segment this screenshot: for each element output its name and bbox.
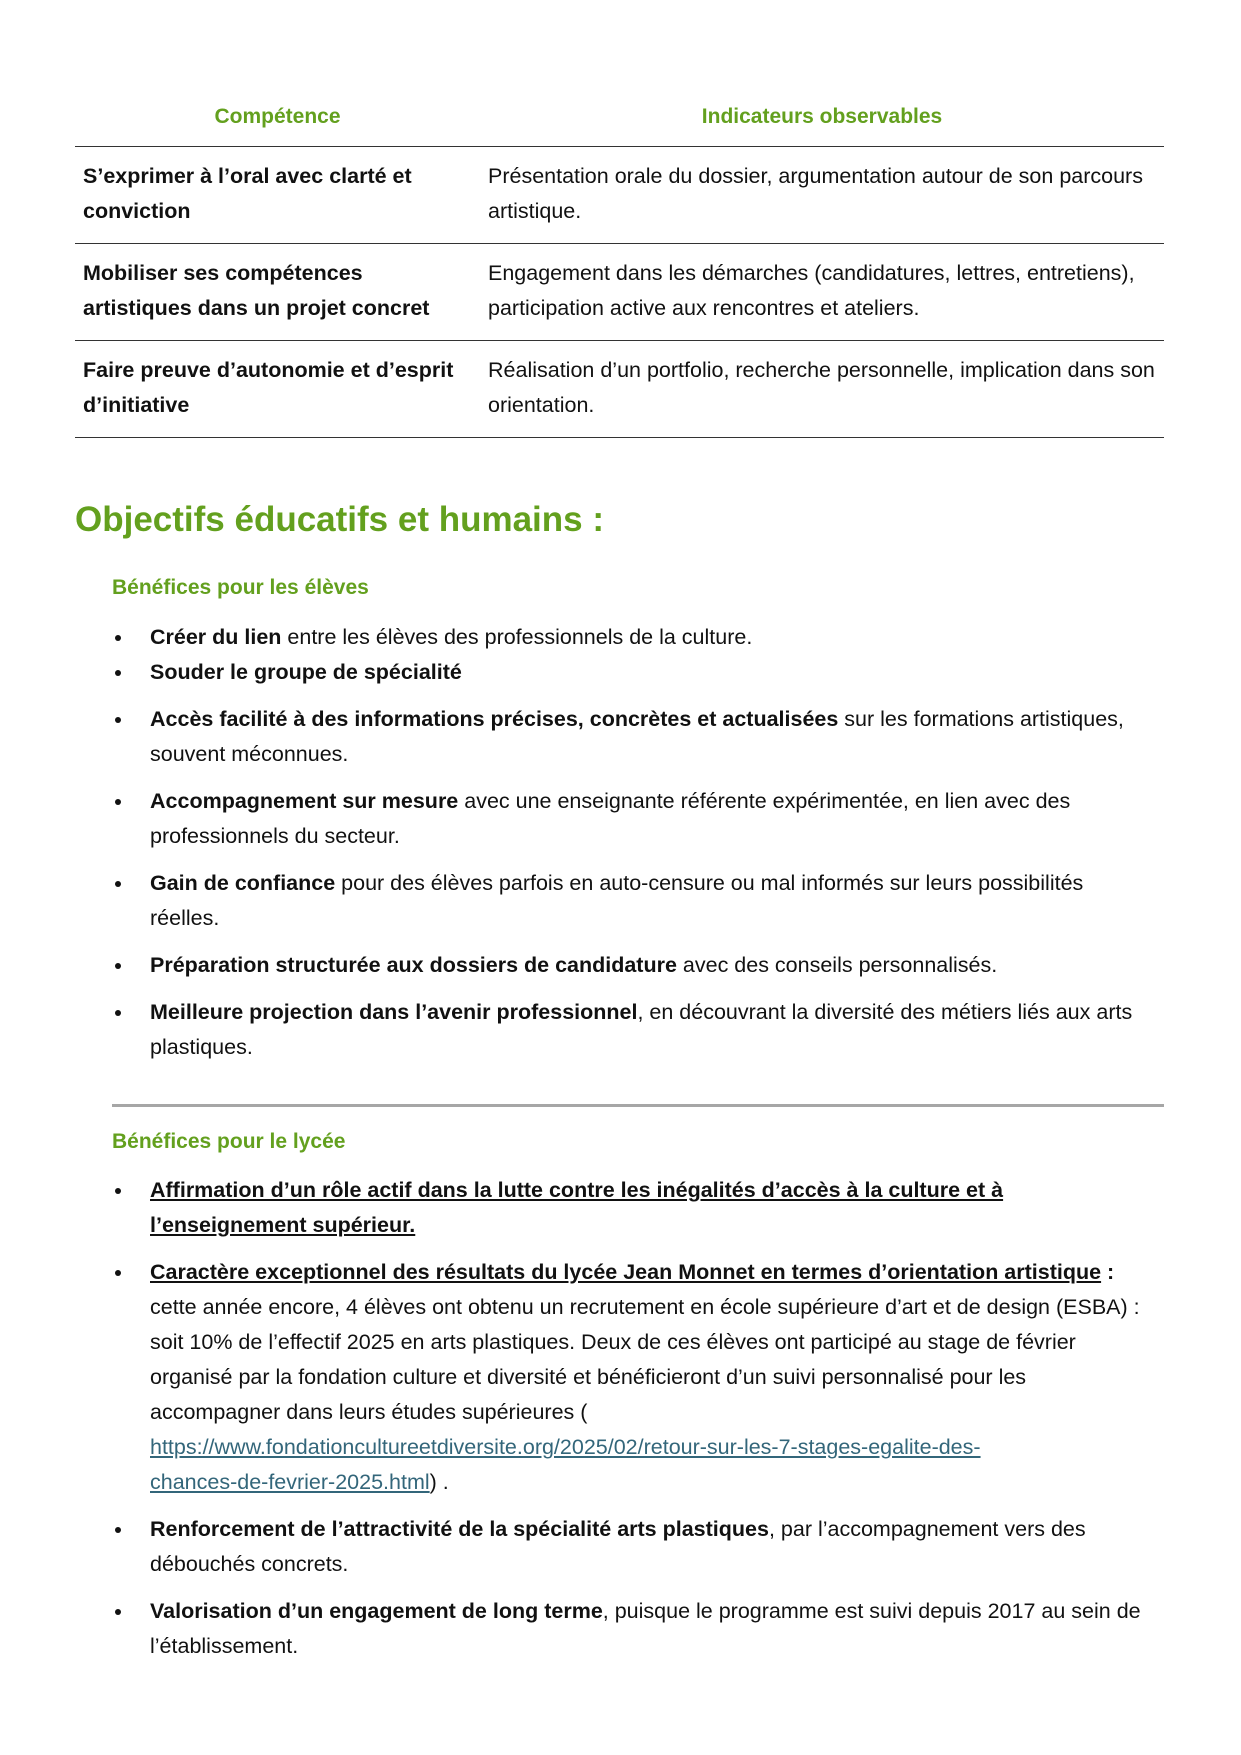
indicators-cell: Présentation orale du dossier, argumentation autour de son parcours artistique.	[480, 147, 1164, 244]
item-bold: Accompagnement sur mesure	[150, 789, 459, 813]
item-bold: Meilleure projection dans l’avenir professionnel	[150, 1000, 638, 1024]
item-bold: Préparation structurée aux dossiers de candidature	[150, 953, 677, 977]
item-bold: Souder le groupe de spécialité	[150, 660, 462, 684]
section-divider	[112, 1104, 1164, 1107]
indicators-cell: Engagement dans les démarches (candidatures, lettres, entretiens), participation active aux rencontres et ateliers.	[480, 244, 1164, 341]
item-bold: Renforcement de l’attractivité de la spécialité arts plastiques	[150, 1517, 769, 1541]
table-header-row	[75, 88, 1164, 147]
eleves-heading: Bénéfices pour les élèves	[112, 576, 369, 599]
section-title: Objectifs éducatifs et humains :	[75, 500, 604, 539]
indicators-cell: Réalisation d’un portfolio, recherche personnelle, implication dans son orientation.	[480, 341, 1164, 438]
list-item	[150, 655, 1150, 690]
item-bold: Accès facilité à des informations précises, concrètes et actualisées	[150, 707, 839, 731]
table-row	[75, 147, 1164, 244]
item-text: avec une enseignante référente expérimentée, en lien avec des professionnels du secteur.	[150, 789, 1071, 848]
list-item	[150, 948, 1150, 983]
stages-link-line1[interactable]: https://www.fondationcultureetdiversite.org/2025/02/retour-sur-les-7-stages-egalite-des-	[150, 1435, 981, 1459]
header-competence: Compétence	[75, 88, 480, 147]
item-bold-suffix: :	[1101, 1260, 1115, 1284]
list-item	[150, 1173, 1150, 1243]
item-bold: Affirmation d’un rôle actif dans la lutte contre les inégalités d’accès à la culture et à l’enseignement supérieur.	[150, 1178, 1004, 1237]
list-item	[150, 1255, 1150, 1500]
list-item	[150, 1512, 1150, 1582]
item-text: avec des conseils personnalisés.	[676, 953, 998, 977]
competence-cell: S’exprimer à l’oral avec clarté et conviction	[75, 147, 480, 244]
item-bold: Gain de confiance	[150, 871, 336, 895]
header-indicators: Indicateurs observables	[480, 88, 1164, 147]
list-item	[150, 702, 1150, 772]
lycee-heading: Bénéfices pour le lycée	[112, 1130, 346, 1153]
list-item	[150, 866, 1150, 936]
list-item	[150, 784, 1150, 854]
lycee-list	[150, 1173, 1150, 1664]
table-row	[75, 244, 1164, 341]
item-text: , en découvrant la diversité des métiers liés aux arts plastiques.	[150, 1000, 1133, 1059]
item-text: , par l’accompagnement vers des débouchés concrets.	[150, 1517, 1086, 1576]
eleves-list	[150, 620, 1150, 1065]
item-text: , puisque le programme est suivi depuis 2017 au sein de l’établissement.	[150, 1599, 1141, 1658]
list-item	[150, 620, 1150, 655]
item-bold: Valorisation d’un engagement de long terme	[150, 1599, 603, 1623]
list-item	[150, 1594, 1150, 1664]
competence-cell: Faire preuve d’autonomie et d’esprit d’initiative	[75, 341, 480, 438]
item-text-after: ) .	[429, 1470, 449, 1494]
stages-link-line2[interactable]: chances-de-fevrier-2025.html	[150, 1470, 430, 1494]
item-text: cette année encore, 4 élèves ont obtenu un recrutement en école supérieure d’art et de design (ESBA) : soit 10% de l’effectif 2025 en arts plastiques. Deux de ces élèves ont participé au stage de février organisé par la fondation culture et diversité et bénéficieront d’un suivi personnalisé pour les accompagner dans leurs études supérieures (	[150, 1295, 1140, 1424]
item-text: pour des élèves parfois en auto-censure ou mal informés sur leurs possibilités réelles.	[150, 871, 1084, 930]
competence-table	[75, 88, 1164, 438]
table-row	[75, 341, 1164, 438]
list-item	[150, 995, 1150, 1065]
item-bold: Caractère exceptionnel des résultats du lycée Jean Monnet en termes d’orientation artistique	[150, 1260, 1102, 1284]
item-text: sur les formations artistiques, souvent méconnues.	[150, 707, 1124, 766]
competence-cell: Mobiliser ses compétences artistiques dans un projet concret	[75, 244, 480, 341]
item-text: entre les élèves des professionnels de la culture.	[281, 625, 753, 649]
item-bold: Créer du lien	[150, 625, 282, 649]
